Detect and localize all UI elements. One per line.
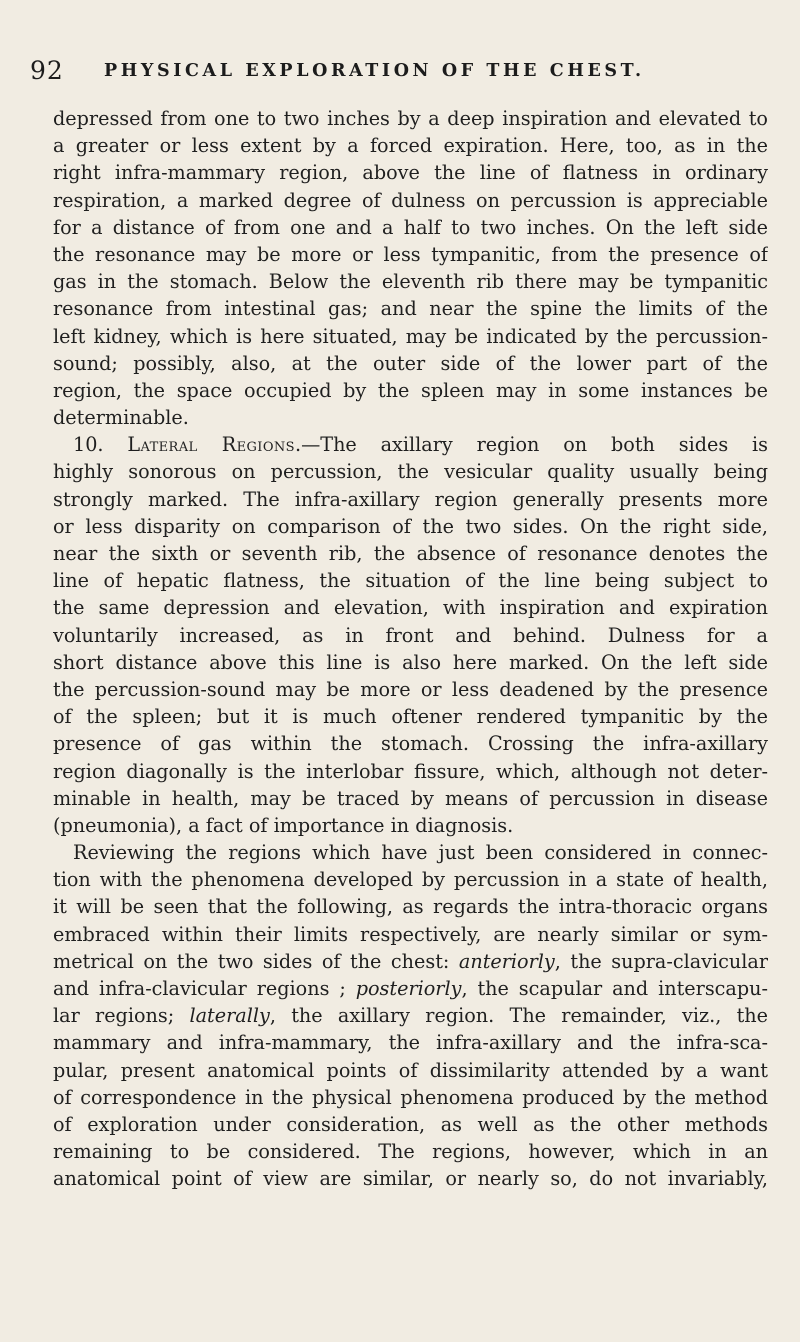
text-run: gas in the stomach. Below the eleventh rib there may be tympanitic bbox=[53, 270, 768, 294]
text-run: embraced within their limits respectively, are nearly similar or sym- bbox=[53, 922, 768, 946]
text-line bbox=[53, 622, 768, 649]
text-line bbox=[53, 486, 768, 513]
text-line bbox=[53, 758, 768, 785]
text-line bbox=[53, 1029, 768, 1056]
text-run: voluntarily increased, as in front and behind. Dulness for a bbox=[53, 623, 768, 647]
text-line bbox=[53, 921, 768, 948]
text-run: or less disparity on comparison of the two sides. On the right side, bbox=[53, 514, 768, 538]
text-line bbox=[53, 594, 768, 621]
text-line bbox=[53, 1111, 768, 1138]
text-run: and infra-clavicular regions ; bbox=[53, 977, 356, 1000]
page-number: 92 bbox=[30, 56, 64, 85]
text-run: respiration, a marked degree of dulness on percussion is appreciable bbox=[53, 188, 768, 212]
text-line bbox=[53, 839, 768, 866]
text-run: short distance above this line is also here marked. On the left side bbox=[53, 650, 768, 674]
text-line bbox=[53, 1138, 768, 1165]
text-line bbox=[53, 268, 768, 295]
text-run: .—The axillary region on both sides is bbox=[294, 433, 768, 457]
text-line bbox=[53, 812, 768, 839]
text-line bbox=[53, 295, 768, 322]
text-line bbox=[53, 323, 768, 350]
text-line bbox=[53, 431, 768, 458]
text-run: depressed from one to two inches by a deep inspiration and elevated to bbox=[53, 107, 768, 130]
text-line bbox=[53, 676, 768, 703]
text-run: , the scapular and interscapu- bbox=[461, 977, 768, 1000]
text-run: lar regions; bbox=[53, 1004, 190, 1028]
text-run: metrical on the two sides of the chest: bbox=[53, 949, 459, 973]
text-line bbox=[53, 866, 768, 893]
text-run: tion with the phenomena developed by percussion in a state of health, bbox=[53, 868, 768, 892]
text-run: of correspondence in the physical phenomena produced by the method bbox=[53, 1085, 768, 1109]
text-line bbox=[53, 540, 768, 567]
text-run: line of hepatic flatness, the situation of the line being subject to bbox=[53, 569, 768, 593]
running-title: PHYSICAL EXPLORATION OF THE CHEST. bbox=[104, 61, 645, 81]
text-run: the same depression and elevation, with inspiration and expiration bbox=[53, 596, 768, 620]
text-line bbox=[53, 703, 768, 730]
text-line bbox=[53, 1084, 768, 1111]
text-line bbox=[53, 948, 768, 975]
text-run: it will be seen that the following, as regards the intra-thoracic organs bbox=[53, 895, 768, 919]
text-run: 10. bbox=[73, 433, 128, 457]
text-line bbox=[53, 187, 768, 214]
body-text bbox=[53, 105, 768, 1193]
text-run: , the axillary region. The remainder, viz., the bbox=[269, 1004, 768, 1028]
text-line bbox=[53, 975, 768, 1002]
text-run: presence of gas within the stomach. Crossing the infra-axillary bbox=[53, 732, 768, 756]
text-run: determinable. bbox=[53, 406, 189, 430]
text-run: Reviewing the regions which have just been considered in connec- bbox=[73, 841, 768, 865]
text-run: the resonance may be more or less tympanitic, from the presence of bbox=[53, 242, 768, 266]
text-run: resonance from intestinal gas; and near the spine the limits of the bbox=[53, 297, 768, 321]
text-run: for a distance of from one and a half to two inches. On the left side bbox=[53, 215, 768, 239]
text-line bbox=[53, 132, 768, 159]
text-run: the percussion-sound may be more or less deadened by the presence bbox=[53, 677, 768, 701]
text-run: strongly marked. The infra-axillary region generally presents more bbox=[53, 487, 768, 511]
text-line bbox=[53, 1002, 768, 1029]
text-run: region diagonally is the interlobar fissure, which, although not deter- bbox=[53, 759, 768, 783]
section-heading: Lateral Regions bbox=[127, 433, 295, 457]
text-run: right infra-mammary region, above the line of flatness in ordinary bbox=[53, 161, 768, 185]
text-line bbox=[53, 730, 768, 757]
text-run: remaining to be considered. The regions, however, which in an bbox=[53, 1140, 768, 1164]
text-line bbox=[53, 513, 768, 540]
italic-text: anteriorly bbox=[458, 949, 555, 973]
text-line bbox=[53, 1165, 768, 1192]
italic-text: laterally bbox=[189, 1004, 270, 1028]
italic-text: posteriorly bbox=[355, 977, 462, 1000]
text-run: of exploration under consideration, as well as the other methods bbox=[53, 1112, 768, 1136]
text-line bbox=[53, 649, 768, 676]
text-line bbox=[53, 377, 768, 404]
text-line bbox=[53, 567, 768, 594]
text-run: left kidney, which is here situated, may be indicated by the percussion- bbox=[53, 324, 768, 348]
text-run: (pneumonia), a fact of importance in diagnosis. bbox=[53, 813, 514, 837]
page-header bbox=[30, 56, 730, 86]
text-run: highly sonorous on percussion, the vesicular quality usually being bbox=[53, 460, 768, 484]
text-run: region, the space occupied by the spleen may in some instances be bbox=[53, 378, 768, 402]
text-run: sound; possibly, also, at the outer side of the lower part of the bbox=[53, 351, 768, 375]
text-run: pular, present anatomical points of dissimilarity attended by a want bbox=[53, 1058, 768, 1082]
text-line bbox=[53, 241, 768, 268]
text-run: a greater or less extent by a forced expiration. Here, too, as in the bbox=[53, 134, 768, 158]
text-line bbox=[53, 105, 768, 132]
text-run: minable in health, may be traced by means of percussion in disease bbox=[53, 786, 768, 810]
text-line bbox=[53, 159, 768, 186]
text-line bbox=[53, 785, 768, 812]
text-line bbox=[53, 1057, 768, 1084]
text-line bbox=[53, 458, 768, 485]
text-run: mammary and infra-mammary, the infra-axillary and the infra-sca- bbox=[53, 1031, 768, 1055]
text-line bbox=[53, 893, 768, 920]
text-line bbox=[53, 404, 768, 431]
text-line bbox=[53, 350, 768, 377]
text-run: anatomical point of view are similar, or nearly so, do not invariably, bbox=[53, 1167, 768, 1191]
text-run: near the sixth or seventh rib, the absence of resonance denotes the bbox=[53, 542, 768, 565]
text-run: of the spleen; but it is much oftener rendered tympanitic by the bbox=[53, 705, 768, 729]
text-run: , the supra-clavicular bbox=[554, 949, 768, 973]
text-line bbox=[53, 214, 768, 241]
